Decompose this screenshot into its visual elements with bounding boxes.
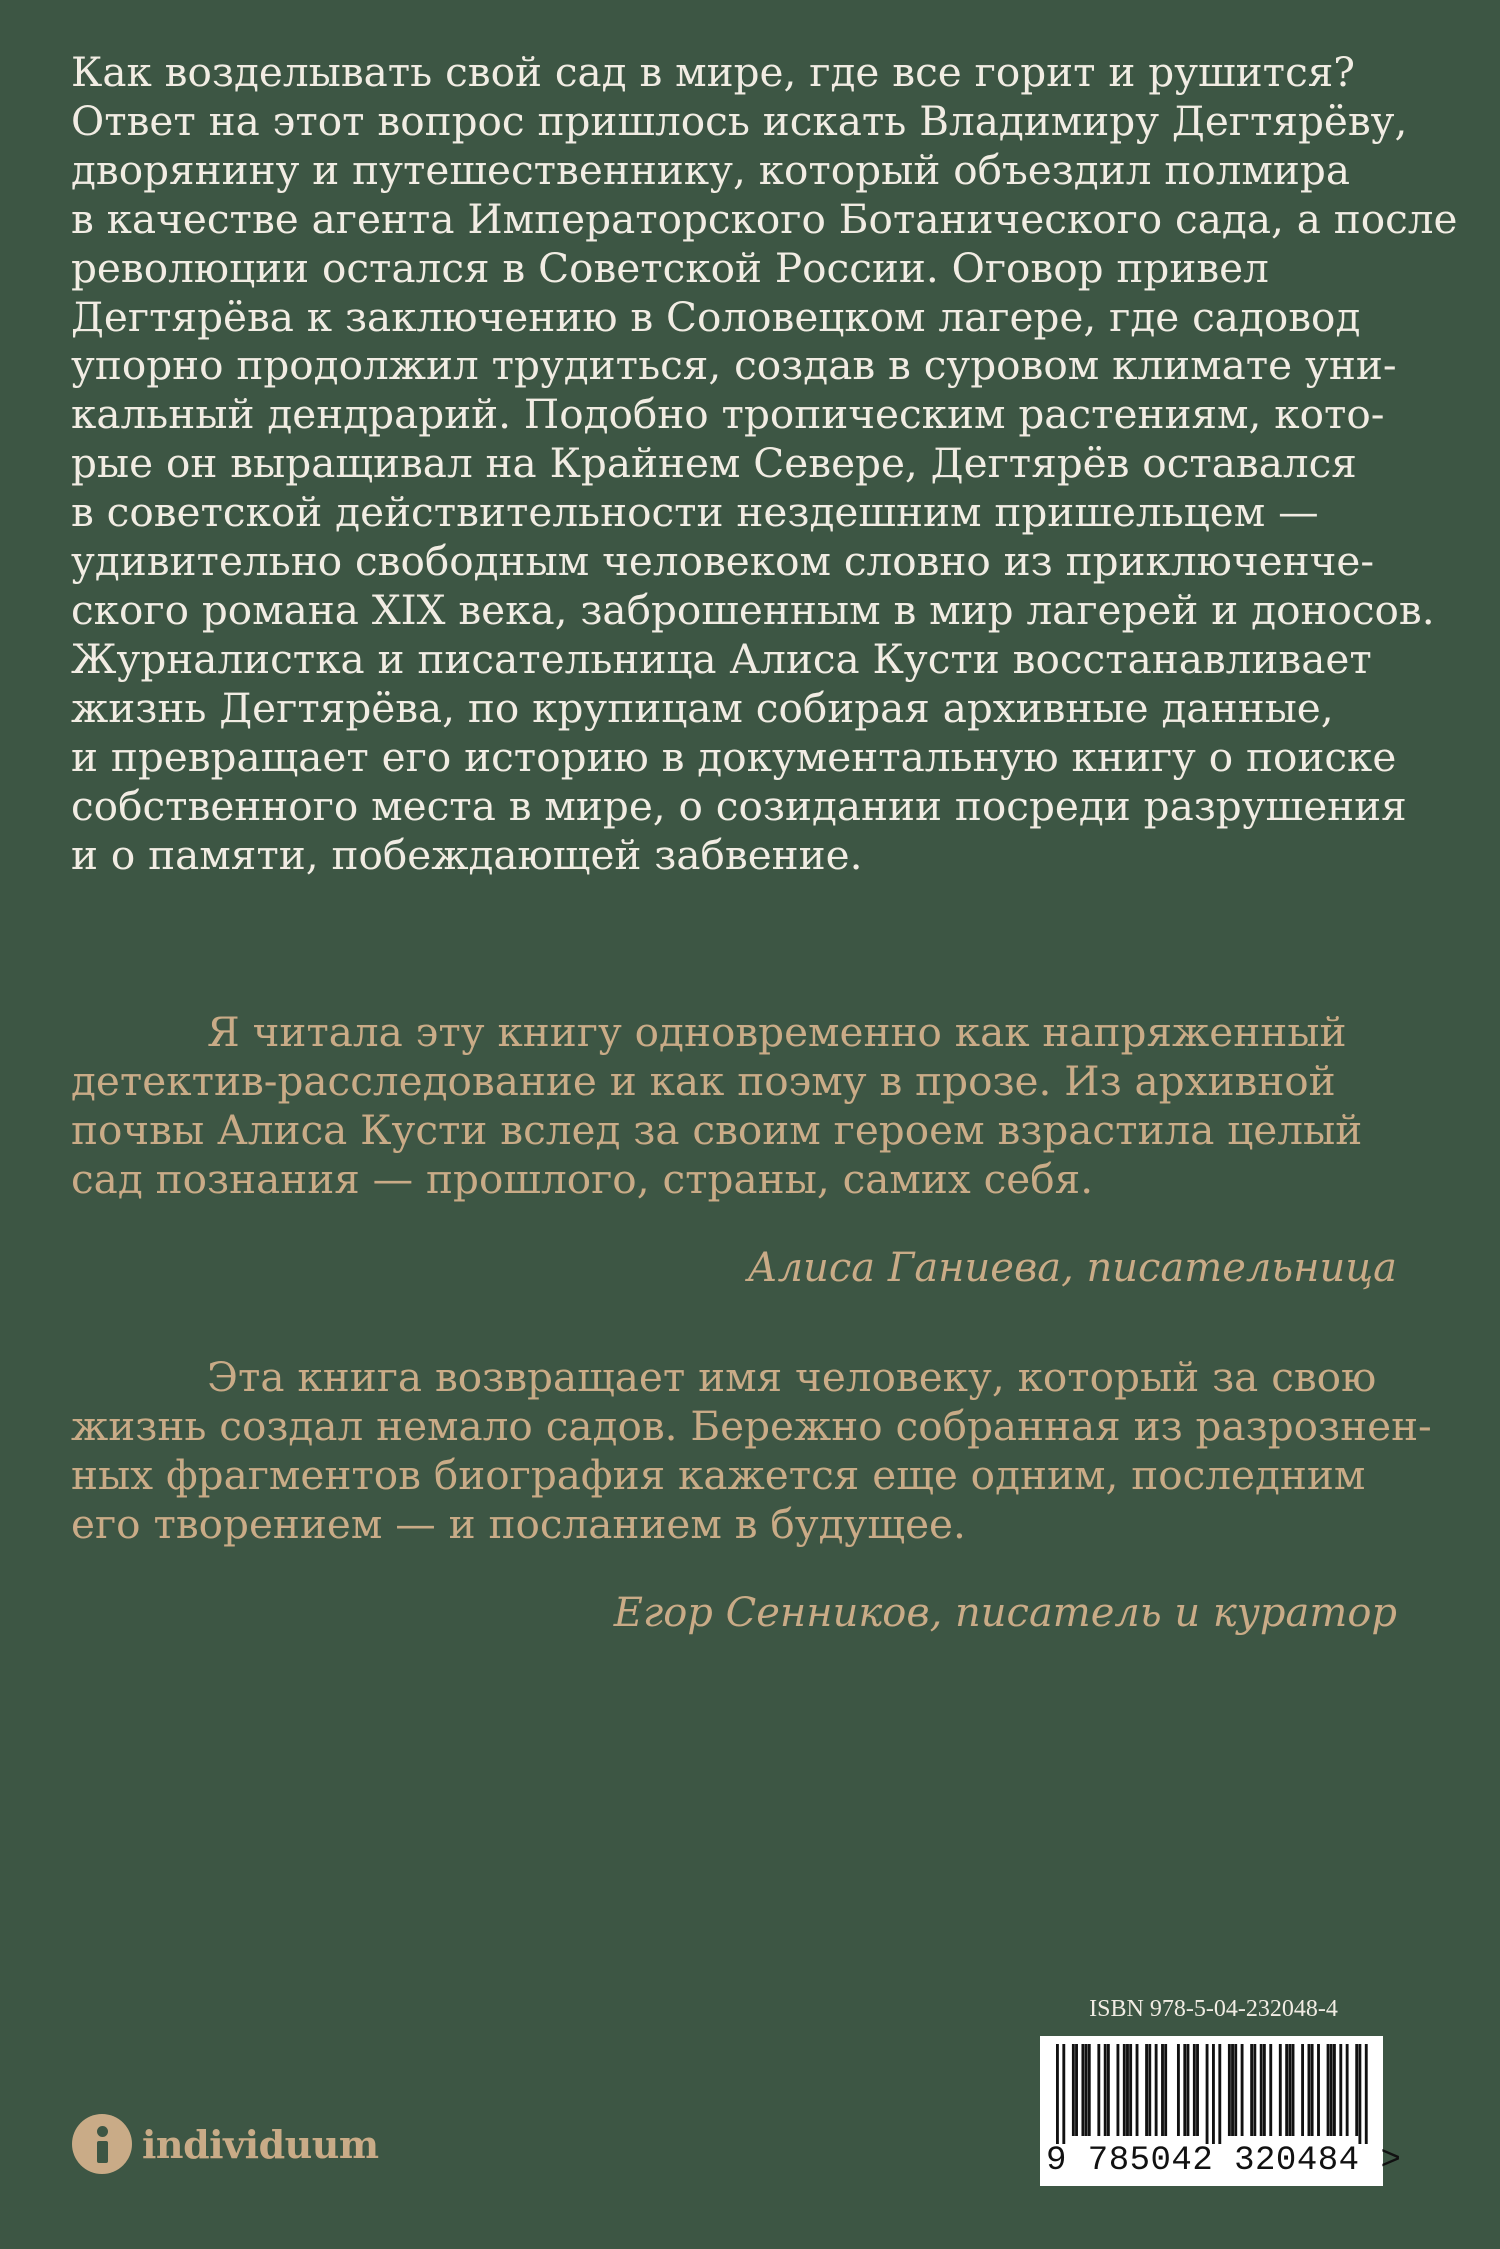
description-line: и превращает его историю в документальную книгу о поиске xyxy=(71,732,1397,781)
barcode-bar xyxy=(1327,2044,1330,2136)
quote-line: его творением — и посланием в будущее. xyxy=(71,1499,966,1548)
barcode-bar xyxy=(1260,2044,1263,2136)
barcode-bar xyxy=(1107,2044,1110,2136)
review-quote-ganieva xyxy=(71,1008,1401,1292)
review-quote-sennikov xyxy=(71,1353,1432,1637)
quote-line: ных фрагментов биография кажется еще одним, последним xyxy=(71,1450,1366,1499)
barcode-bar xyxy=(1104,2044,1107,2136)
description-line: и о памяти, побеждающей забвение. xyxy=(71,830,863,879)
barcode-bar xyxy=(1116,2044,1119,2136)
barcode-bar xyxy=(1088,2044,1091,2136)
barcode-bar xyxy=(1279,2044,1282,2136)
description-line: удивительно свободным человеком словно из приключенче- xyxy=(71,537,1375,586)
barcode-bar xyxy=(1164,2044,1167,2136)
quote-line: почвы Алиса Кусти вслед за своим героем взрастила целый xyxy=(71,1105,1363,1154)
barcode-bar xyxy=(1253,2044,1256,2136)
barcode-digits: 9 785042 320484 > xyxy=(1046,2142,1402,2180)
barcode-bar xyxy=(1097,2044,1100,2136)
description-line: Ответ на этот вопрос пришлось искать Владимиру Дегтярёву, xyxy=(71,96,1408,145)
publisher-logo xyxy=(72,2114,379,2174)
individuum-logo-icon xyxy=(72,2114,132,2174)
description-line: дворянину и путешественнику, который объездил полмира xyxy=(71,145,1350,194)
barcode-bar xyxy=(1355,2044,1358,2136)
quote-line: Я читала эту книгу одновременно как напряженный xyxy=(207,1008,1347,1056)
description-line: кальный дендрарий. Подобно тропическим растениям, кото- xyxy=(71,390,1385,439)
barcode-bar xyxy=(1123,2044,1126,2136)
barcode-bar xyxy=(1193,2044,1196,2136)
barcode-bar xyxy=(1333,2044,1336,2136)
barcode-bar xyxy=(1148,2044,1151,2136)
barcode-bar xyxy=(1161,2044,1164,2136)
barcode-bar xyxy=(1292,2044,1295,2136)
barcode-bar xyxy=(1269,2044,1272,2136)
barcode-bar xyxy=(1196,2044,1199,2136)
review-quote-text xyxy=(71,1353,1432,1549)
barcode-bar xyxy=(1308,2044,1311,2136)
barcode-bars xyxy=(1056,2044,1368,2144)
barcode-bar xyxy=(1346,2044,1349,2136)
barcode-bar xyxy=(1358,2044,1361,2144)
description-line: революции остался в Советской России. Оговор привел xyxy=(71,243,1269,292)
description-line: ского романа XIX века, заброшенным в мир лагерей и доносов. xyxy=(71,585,1435,634)
barcode-bar xyxy=(1250,2044,1253,2136)
barcode-bar xyxy=(1228,2044,1231,2136)
barcode-bar xyxy=(1365,2044,1368,2144)
publisher-name: individuum xyxy=(142,2121,379,2167)
barcode-bar xyxy=(1241,2044,1244,2136)
barcode-bar xyxy=(1311,2044,1314,2136)
description-line: рые он выращивал на Крайнем Севере, Дегтярёв оставался xyxy=(71,439,1357,488)
barcode-bar xyxy=(1234,2044,1237,2136)
barcode-bar xyxy=(1056,2044,1059,2144)
barcode-bar xyxy=(1126,2044,1129,2136)
review-attribution: Егор Сенников, писатель и куратор xyxy=(613,1589,1397,1636)
barcode-bar xyxy=(1285,2044,1288,2136)
barcode-bar xyxy=(1081,2044,1084,2136)
isbn-barcode xyxy=(1040,2036,1402,2186)
barcode-bar xyxy=(1177,2044,1180,2136)
barcode-bar xyxy=(1075,2044,1078,2136)
barcode-bar xyxy=(1062,2044,1065,2144)
barcode-bar xyxy=(1145,2044,1148,2136)
review-attribution: Алиса Ганиева, писательница xyxy=(747,1244,1397,1291)
barcode-bar xyxy=(1218,2044,1221,2144)
review-quote-text xyxy=(71,1008,1401,1204)
barcode-bar xyxy=(1206,2044,1209,2144)
barcode-bar xyxy=(1301,2044,1304,2136)
barcode-bar xyxy=(1330,2044,1333,2136)
description-line: в советской действительности нездешним пришельцем — xyxy=(71,488,1319,537)
barcode-bar xyxy=(1288,2044,1291,2136)
quote-line: детектив-расследование и как поэму в прозе. Из архивной xyxy=(71,1056,1336,1105)
barcode-bar xyxy=(1136,2044,1139,2136)
barcode-bar xyxy=(1085,2044,1088,2136)
description-line: собственного места в мире, о созидании посреди разрушения xyxy=(71,781,1407,830)
quote-line: Эта книга возвращает имя человеку, который за свою xyxy=(207,1353,1377,1401)
barcode-bar xyxy=(1339,2044,1342,2136)
barcode-bar xyxy=(1072,2044,1075,2136)
description-line: в качестве агента Императорского Ботанического сада, а после xyxy=(71,194,1458,243)
description-line: Журналистка и писательница Алиса Кусти восстанавливает xyxy=(71,634,1372,683)
description-line: упорно продолжил трудиться, создав в суровом климате уни- xyxy=(71,341,1397,390)
description-line: Как возделывать свой сад в мире, где все горит и рушится? xyxy=(71,48,1356,96)
isbn-label: ISBN 978-5-04-232048-4 xyxy=(1089,1996,1338,2022)
barcode-bar xyxy=(1212,2044,1215,2144)
book-description xyxy=(71,48,1458,879)
barcode-bar xyxy=(1263,2044,1266,2136)
barcode-bar xyxy=(1155,2044,1158,2136)
description-line: Дегтярёва к заключению в Соловецком лагере, где садовод xyxy=(71,292,1361,341)
description-line: жизнь Дегтярёва, по крупицам собирая архивные данные, xyxy=(71,683,1334,732)
barcode-bar xyxy=(1187,2044,1190,2136)
barcode-bar xyxy=(1231,2044,1234,2136)
quote-line: сад познания — прошлого, страны, самих себя. xyxy=(71,1154,1094,1203)
barcode-bar xyxy=(1129,2044,1132,2136)
barcode-bar xyxy=(1183,2044,1186,2136)
quote-line: жизнь создал немало садов. Бережно собранная из разрознен- xyxy=(71,1401,1432,1450)
barcode-bar xyxy=(1317,2044,1320,2136)
